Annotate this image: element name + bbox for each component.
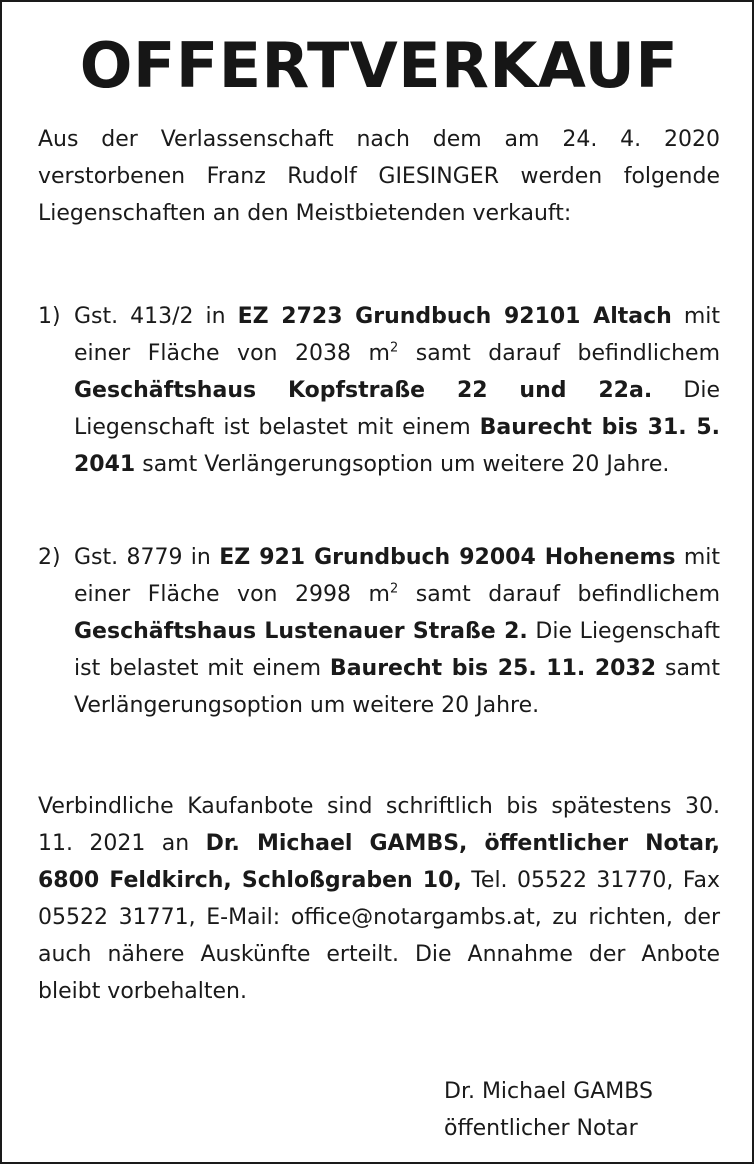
land-register-entry: EZ 921 Grundbuch 92004 Hohenems (219, 545, 676, 570)
item-text: Gst. 413/2 in (74, 304, 238, 329)
building-name: Geschäftshaus Kopfstraße 22 und 22a. (74, 378, 653, 403)
building-name: Geschäftshaus Lustenauer Straße 2. (74, 619, 528, 644)
item-text: Die Liegenschaft ist belastet mit einem (74, 619, 720, 681)
item-number: 1) (38, 304, 61, 329)
intro-paragraph: Aus der Verlassenschaft nach dem am 24. 4. 2020 verstorbenen Franz Rudolf GIESINGER werden folgende Liegenschaften an den Meistbietenden verkauft: (38, 127, 720, 226)
signature-block (444, 1073, 653, 1147)
property-item-1 (38, 298, 720, 483)
page-title: OFFERTVERKAUF (79, 29, 679, 102)
item-text: mit einer Fläche von 2998 m (74, 545, 720, 607)
signature-role: öffentlicher Notar (444, 1116, 638, 1141)
closing-text: Tel. 05522 31770, Fax 05522 31771, E-Mail: office@notargambs.at, zu richten, der auch nähere Auskünfte erteilt. Die Annahme der Anbote bleibt vorbehalten. (38, 868, 720, 1004)
item-text: samt darauf befindlichem (398, 341, 720, 366)
building-right: Baurecht bis 31. 5. 2041 (74, 415, 720, 477)
building-right: Baurecht bis 25. 11. 2032 (329, 656, 657, 681)
item-text: Die Liegenschaft ist belastet mit einem (74, 378, 720, 440)
notary-address: Dr. Michael GAMBS, öffentlicher Notar, 6800 Feldkirch, Schloßgraben 10, (38, 831, 720, 893)
item-body (74, 539, 720, 724)
item-text: samt Verlängerungsoption um weitere 20 Jahre. (135, 452, 670, 477)
item-body (74, 298, 720, 483)
item-number: 2) (38, 545, 61, 570)
area-unit-superscript: 2 (389, 581, 399, 597)
land-register-entry: EZ 2723 Grundbuch 92101 Altach (237, 304, 672, 329)
signature-name: Dr. Michael GAMBS (444, 1079, 653, 1104)
closing-paragraph (38, 788, 720, 1010)
closing-text: Verbindliche Kaufanbote sind schriftlich bis spätestens 30. 11. 2021 an (38, 794, 720, 856)
property-item-2 (38, 539, 720, 724)
item-text: samt darauf befindlichem (398, 582, 720, 607)
item-text: Gst. 8779 in (74, 545, 220, 570)
item-text: mit einer Fläche von 2038 m (74, 304, 720, 366)
item-text: samt Verlängerungsoption um weitere 20 Jahre. (74, 656, 720, 718)
area-unit-superscript: 2 (389, 340, 399, 356)
